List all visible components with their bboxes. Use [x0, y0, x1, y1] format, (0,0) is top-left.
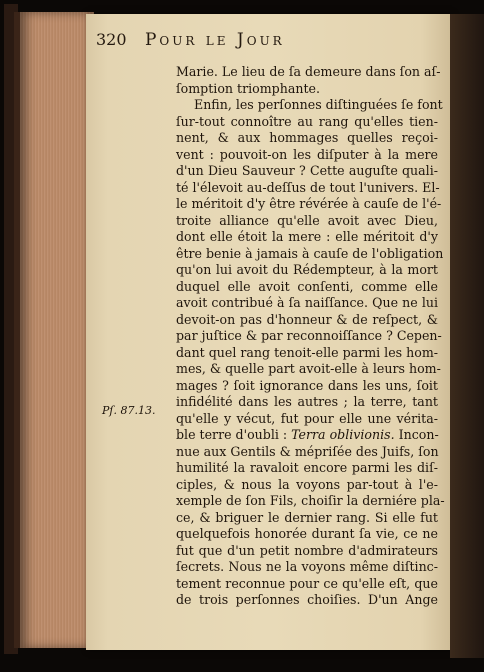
- text-line: quelquefois honorée durant ſa vie, ce ne: [176, 526, 438, 541]
- text-line: ce, & briguer le dernier rang. Si elle fut: [176, 509, 438, 525]
- text-line: qu'on lui avoit du Rédempteur, à la mort: [176, 262, 438, 277]
- page-edges: [14, 12, 94, 648]
- text-fragment: ble terre d'oubli :: [176, 427, 292, 442]
- text-line: qu'elle y vécut, fut pour elle une vérita-: [176, 410, 438, 426]
- text-line: par juſtice & par reconnoiſſance ? Cepen-: [176, 328, 442, 343]
- facing-page-edge: [450, 14, 484, 658]
- text-line: infidélité dans les autres ; la terre, tant: [176, 394, 438, 409]
- text-line: humilité la ravaloit encore parmi les diſ-: [176, 460, 438, 475]
- text-line: mages ? ſoit ignorance dans les uns, ſoit: [176, 377, 438, 393]
- text-line: tement reconnue pour ce qu'elle eſt, que: [176, 575, 438, 591]
- page-number: 320: [96, 30, 127, 49]
- text-line: le méritoit d'y être révérée à cauſe de l'é-: [176, 196, 442, 211]
- text-line: ſur-tout connoître au rang qu'elles tien-: [176, 113, 438, 129]
- text-line: Enfin, les perſonnes diſtinguées ſe font: [194, 97, 443, 112]
- text-line: mes, & quelle part avoit-elle à leurs hom-: [176, 361, 441, 376]
- text-line: nue aux Gentils & mépriſée des Juifs, ſon: [176, 443, 439, 459]
- text-line-quote: [176, 427, 438, 444]
- text-line: devoit-on pas d'honneur & de reſpect, &: [176, 311, 438, 327]
- body-text: [176, 64, 445, 609]
- latin-quote: Terra oblivionis.: [291, 427, 395, 442]
- text-line: d'un Dieu Sauveur ? Cette auguſte quali-: [176, 163, 438, 178]
- text-line: nent, & aux hommages quelles reçoi-: [176, 130, 438, 145]
- running-title: Pour le Jour: [144, 30, 285, 50]
- text-line: de trois perſonnes choiſies. D'un Ange: [176, 592, 438, 607]
- text-line: dant quel rang tenoit-elle parmi les hom-: [176, 344, 439, 360]
- text-line: té l'élevoit au-deſſus de tout l'univers. El-: [176, 179, 440, 195]
- text-line: fut que d'un petit nombre d'admirateurs: [176, 542, 438, 558]
- text-line: xemple de ſon Fils, choiſir la derniére pla-: [176, 493, 445, 508]
- text-line: ſecrets. Nous ne la voyons même diſtinc-: [176, 559, 438, 574]
- text-line: duquel elle avoit conſenti, comme elle: [176, 278, 438, 294]
- page-header: [96, 30, 396, 50]
- text-line: ſomption triomphante.: [176, 80, 320, 96]
- text-fragment: Incon-: [394, 427, 439, 442]
- marginal-note: Pſ. 87.13.: [102, 404, 156, 417]
- text-line: dont elle étoit la mere : elle méritoit d'y: [176, 229, 438, 244]
- text-line: troite alliance qu'elle avoit avec Dieu,: [176, 212, 438, 228]
- text-line: avoit contribué à ſa naiſſance. Que ne lui: [176, 295, 438, 310]
- text-line: vent : pouvoit-on les diſputer à la mere: [176, 146, 438, 162]
- text-line: Marie. Le lieu de ſa demeure dans ſon aſ-: [176, 64, 441, 79]
- text-line: ciples, & nous la voyons par-tout à l'e-: [176, 476, 438, 492]
- text-line: être benie à jamais à cauſe de l'obligation: [176, 245, 444, 261]
